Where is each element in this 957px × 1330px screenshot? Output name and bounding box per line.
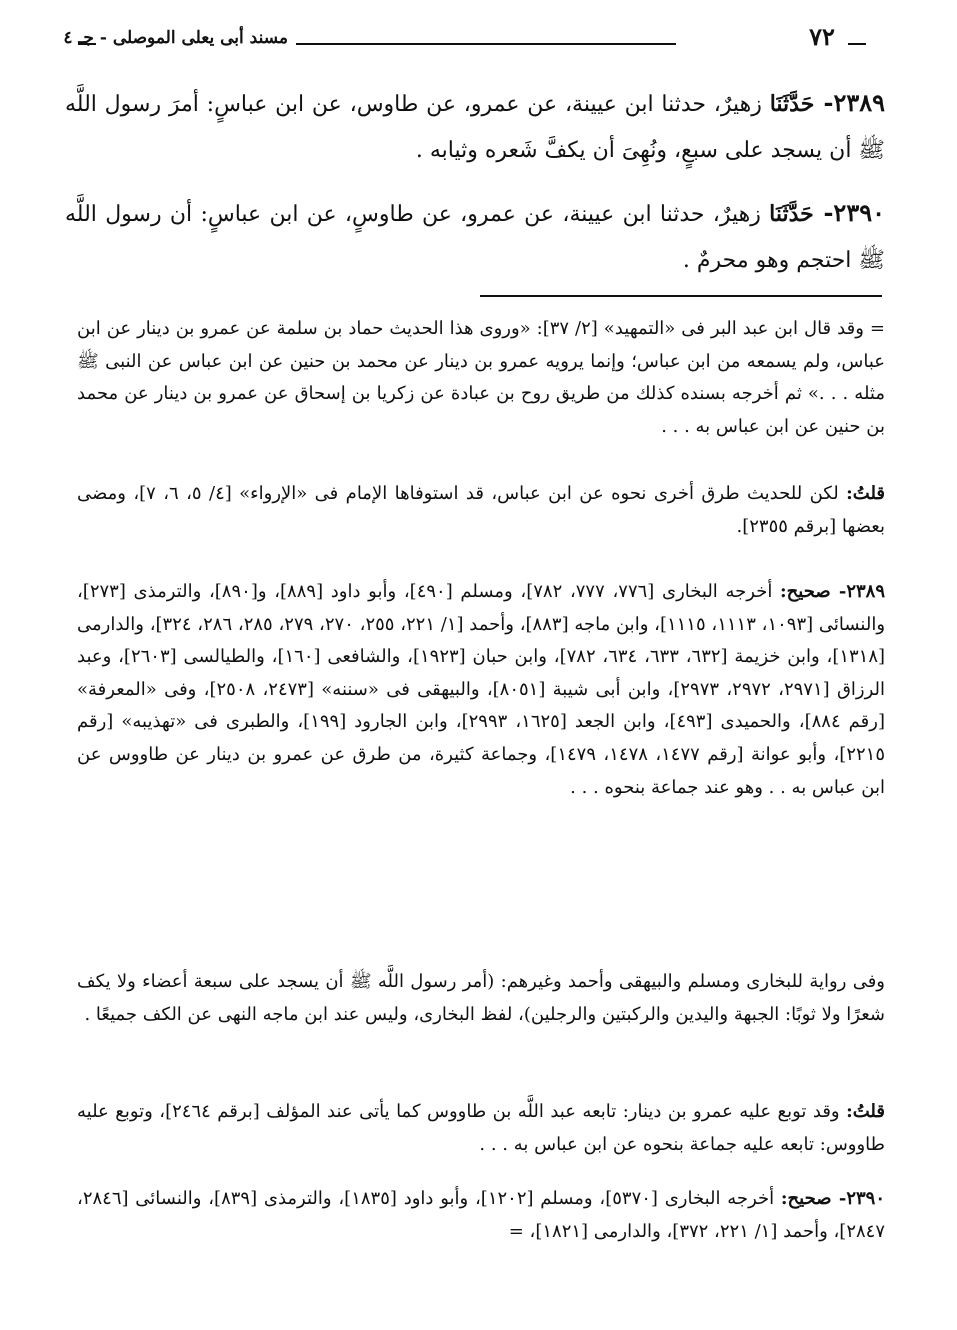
header-rule-right [848, 43, 866, 45]
hadith-number: ٢٣٨٩ [833, 88, 885, 117]
note-text: لكن للحديث طرق أخرى نحوه عن ابن عباس، قد استوفاها الإمام فى «الإرواء» [٤/ ٥، ٦، ٧]، ومضى بعضها [برقم ٢٣٥٥]. [77, 483, 885, 537]
hadith-2389: ٢٣٨٩- حَدَّثَنَا زهيرٌ، حدثنا ابن عيينة، عن عمرو، عن طاوس، عن ابن عباسٍ: أمرَ رسول اللَّه ﷺ أن يسجد على سبعٍ، ونُهِىَ أن يكفَّ شَعره وثيابه . [65, 88, 885, 163]
note-lead: قلتُ: [846, 1101, 885, 1122]
hadith-number: ٢٣٩٠ [833, 198, 885, 227]
note-text: وقد قال ابن عبد البر فى «التمهيد» [٢/ ٣٧]: «وروى هذا الحديث حماد بن سلمة عن عمرو بن دينار عن ابن عباس، ولم يسمعه من ابن عباس؛ وإنما يرويه عمرو بن دينار عن محمد بن حنين عن ابن عباس عن النبى ﷺ مثله . . .» ثم أخرجه بسنده كذلك من طريق روح بن عبادة عن زكريا بن إسحاق عن عمرو بن دينار عن محمد بن حنين عن ابن عباس به . . . [77, 318, 886, 437]
footnote-takhrij-2389 [77, 576, 885, 804]
page-number: ٧٢ [809, 22, 835, 51]
hadith-keyword: حَدَّثَنَا [769, 201, 814, 227]
hadith-text: زهيرٌ، حدثنا ابن عيينة، عن عمرو، عن طاوس، عن ابن عباسٍ: أمرَ رسول اللَّه ﷺ أن يسجد على سبعٍ، ونُهِىَ أن يكفَّ شَعره وثيابه . [65, 92, 885, 163]
note-text: أخرجه البخارى [٧٧٦، ٧٧٧، ٧٨٢]، ومسلم [٤٩٠]، وأبو داود [٨٨٩]، و[٨٩٠]، والترمذى [٢٧٣]، والنسائى [١٠٩٣، ١١١٣، ١١١٥]، وابن ماجه [٨٨٣]، وأحمد [١/ ٢٢١، ٢٥٥، ٢٧٠، ٢٧٩، ٢٨٥، ٢٨٦، ٣٢٤]، والدارمى [١٣١٨]، وابن خزيمة [٦٣٢، ٦٣٣، ٦٣٤، ٧٨٢]، وابن حبان [١٩٢٣]، والشافعى [١٦٠]، والطيالسى [٢٦٠٣]، وعبد الرزاق [٢٩٧١، ٢٩٧٢، ٢٩٧٣]، وابن أبى شيبة [٨٠٥١]، والبيهقى فى «سننه» [٢٤٧٣، ٢٥٠٨]، وفى «المعرفة» [رقم ٨٨٤]، والحميدى [٤٩٣]، وابن الجعد [١٦٢٥، ٢٩٩٣]، وابن الجارود [١٩٩]، والطبرى فى «تهذيبه» [رقم ٢٢١٥]، وأبو عوانة [رقم ١٤٧٧، ١٤٧٨، ١٤٧٩]، وجماعة كثيرة، من طرق عن عمرو بن دينار عن طاووس عن ابن عباس به . . وهو عند جماعة بنحوه . . . [77, 581, 886, 798]
footnote-continuation [77, 313, 885, 443]
running-header [63, 22, 885, 62]
hadith-keyword: حَدَّثَنَا [769, 91, 815, 117]
hadith-text: زهيرٌ، حدثنا ابن عيينة، عن عمرو، عن طاوسٍ، عن ابن عباسٍ: أن رسول اللَّه ﷺ احتجم وهو محرمٌ . [65, 202, 885, 273]
header-rule-middle [296, 43, 676, 45]
note-lead: ٢٣٨٩- صحيح: [780, 581, 885, 602]
footnote-remark [77, 478, 885, 543]
continuation-mark: = [869, 318, 885, 339]
note-lead: قلتُ: [846, 483, 886, 504]
note-text: وقد توبع عليه عمرو بن دينار: تابعه عبد اللَّه بن طاووس كما يأتى عند المؤلف [برقم ٢٤٦٤]، وتوبع عليه طاووس: تابعه عليه جماعة بنحوه عن ابن عباس به . . . [77, 1101, 885, 1155]
note-text: وفى رواية للبخارى ومسلم والبيهقى وأحمد وغيرهم: (أمر رسول اللَّه ﷺ أن يسجد على سبعة أعضاء ولا يكف شعرًا ولا ثوبًا: الجبهة واليدين والركبتين والرجلين)، لفظ البخارى، وليس عند ابن ماجه النهى عن الكف جميعًا . [77, 971, 885, 1025]
footnote-takhrij-2390 [77, 1183, 885, 1248]
hadith-2390: ٢٣٩٠- حَدَّثَنَا زهيرٌ، حدثنا ابن عيينة، عن عمرو، عن طاوسٍ، عن ابن عباسٍ: أن رسول اللَّه ﷺ احتجم وهو محرمٌ . [65, 198, 885, 273]
footnote-variant [77, 966, 885, 1031]
footnote-separator [480, 295, 882, 297]
note-text: أخرجه البخارى [٥٣٧٠]، ومسلم [١٢٠٢]، وأبو داود [١٨٣٥]، والترمذى [٨٣٩]، والنسائى [٢٨٤٦، ٢٨٤٧]، وأحمد [١/ ٢٢١، ٣٧٢]، والدارمى [١٨٢١]، = [77, 1188, 885, 1242]
note-lead: ٢٣٩٠- صحيح: [780, 1188, 885, 1209]
footnote-remark-2 [77, 1096, 885, 1161]
running-title: مسند أبى يعلى الموصلى - جـ ٤ [63, 28, 288, 48]
